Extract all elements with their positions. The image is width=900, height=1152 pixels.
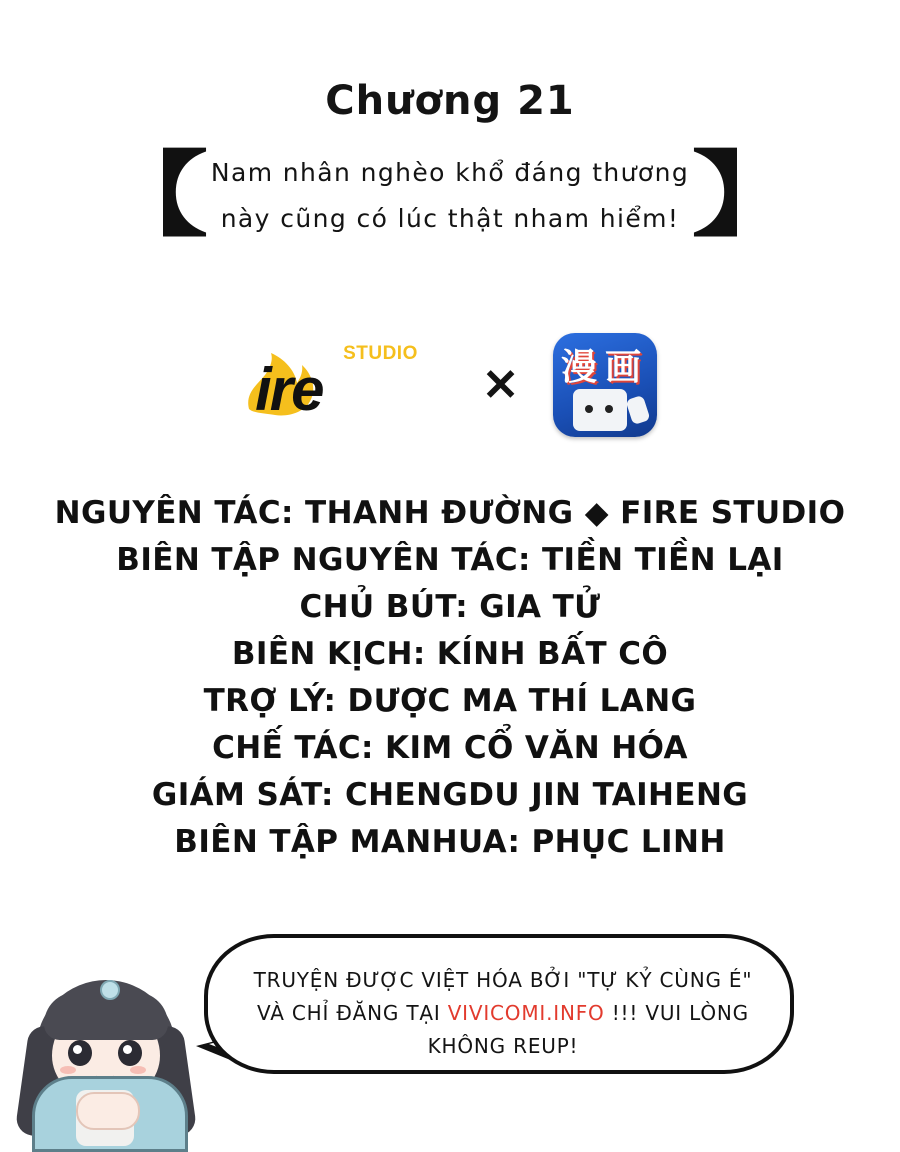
chibi-eye-right (118, 1040, 142, 1066)
note-line-2-after: !!! VUI LÒNG (604, 1001, 749, 1025)
logo-row (0, 325, 900, 445)
credit-line: BIÊN TẬP MANHUA: PHỤC LINH (174, 824, 726, 860)
credit-line: CHỦ BÚT: GIA TỬ (299, 589, 601, 625)
chibi-hair-ornament (100, 980, 120, 1000)
logo-separator-x: ✕ (482, 360, 519, 410)
chibi-character-illustration (14, 966, 204, 1136)
note-line-3: KHÔNG REUP! (427, 1034, 579, 1058)
credit-line: GIÁM SÁT: CHENGDU JIN TAIHENG (151, 777, 749, 813)
credit-line: CHẾ TÁC: KIM CỔ VĂN HÓA (212, 730, 688, 766)
credits-list (0, 490, 900, 866)
manhua-kanji-right: 画 (604, 347, 641, 388)
manhua-kanji-left: 漫 (560, 347, 597, 388)
note-line-1: TRUYỆN ĐƯỢC VIỆT HÓA BỞI "TỰ KỶ CÙNG É" (253, 968, 753, 992)
page-title: Chương 21 (325, 78, 575, 124)
translator-note-bubble (204, 934, 794, 1074)
credit-line: BIÊN KỊCH: KÍNH BẤT CÔ (231, 636, 669, 672)
chibi-eye-left (68, 1040, 92, 1066)
note-line-2-before: VÀ CHỈ ĐĂNG TẠI (257, 1001, 448, 1025)
subtitle-line-1: Nam nhân nghèo khổ đáng thương (210, 158, 690, 187)
manhua-mascot-hand-icon (625, 395, 650, 425)
note-line-2 (208, 997, 798, 1030)
bracket-right-icon: 】 (691, 142, 807, 249)
fire-wordmark: ire (255, 356, 323, 423)
credit-line: BIÊN TẬP NGUYÊN TÁC: TIỀN TIỀN LẠI (116, 542, 784, 578)
manhua-mascot-icon (573, 389, 627, 431)
credit-line: NGUYÊN TÁC: THANH ĐƯỜNG ◆ FIRE STUDIO (54, 495, 846, 531)
fire-studio-tag: STUDIO (343, 343, 418, 364)
manhua-app-logo (553, 333, 657, 437)
site-link[interactable]: VIVICOMI.INFO (447, 1001, 605, 1025)
subtitle-lines (211, 150, 689, 242)
chibi-blush-right (130, 1066, 146, 1074)
translator-note-text (208, 964, 798, 1063)
bracket-left-icon: 【 (93, 142, 209, 249)
subtitle-line-2: này cũng có lúc thật nham hiểm! (220, 204, 680, 233)
chapter-subtitle (0, 142, 900, 249)
fire-studio-logo (243, 337, 448, 433)
chibi-blush-left (60, 1066, 76, 1074)
chibi-hands (76, 1092, 140, 1130)
credit-line: TRỢ LÝ: DƯỢC MA THÍ LANG (203, 683, 697, 719)
